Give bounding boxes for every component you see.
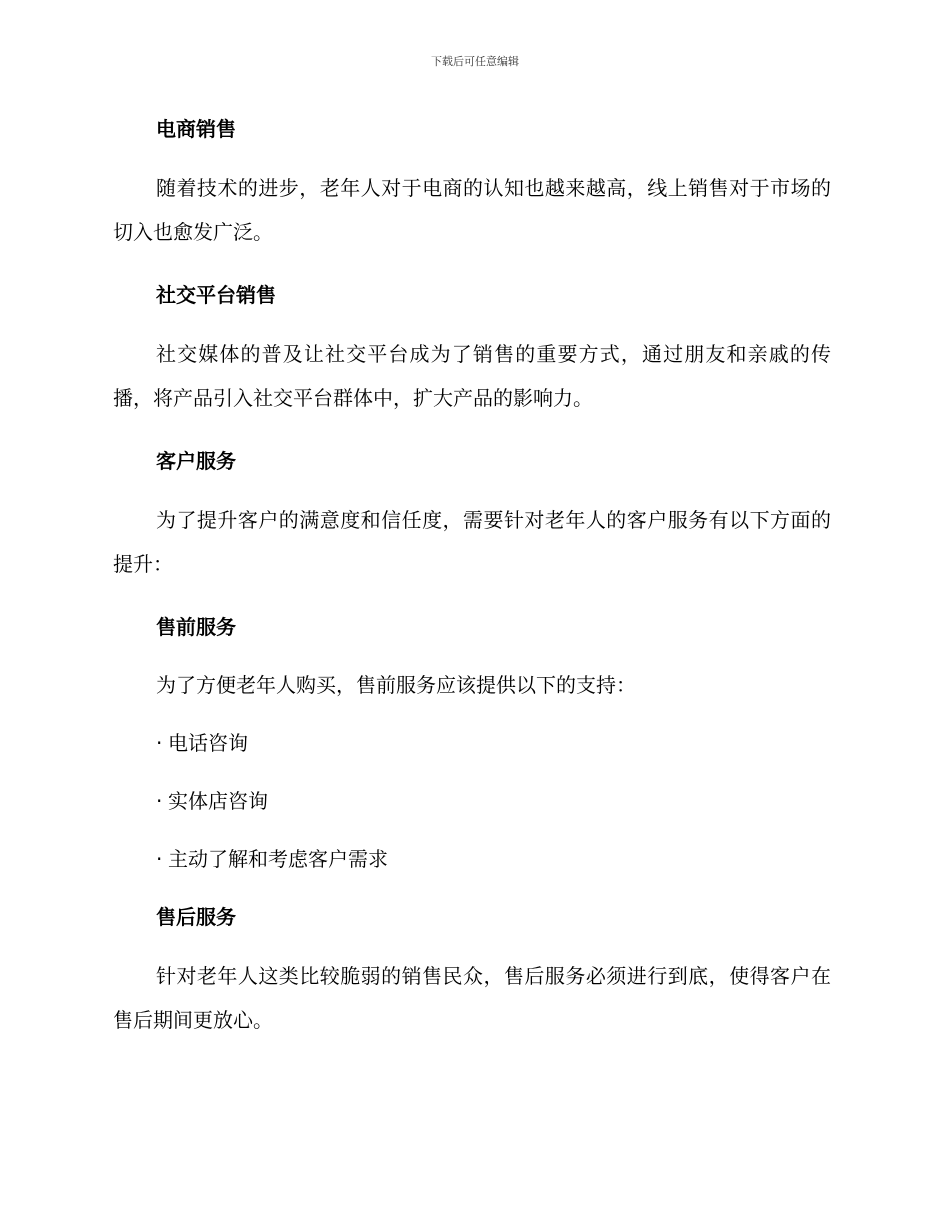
- list-item-text: 主动了解和考虑客户需求: [168, 847, 388, 871]
- list-item: [113, 726, 831, 760]
- section-paragraph-ecommerce: 随着技术的进步，老年人对于电商的认知也越来越高，线上销售对于市场的切入也愈发广泛。: [113, 176, 831, 244]
- section-heading-customer-service: 客户服务: [156, 449, 236, 473]
- section-paragraph-aftersale: 针对老年人这类比较脆弱的销售民众，售后服务必须进行到底，使得客户在售后期间更放心。: [113, 964, 831, 1032]
- bullet-dot: ·: [156, 789, 163, 813]
- list-item-text: 实体店咨询: [168, 789, 268, 813]
- bullet-dot: ·: [156, 731, 163, 755]
- section-heading-aftersale: 售后服务: [156, 905, 236, 929]
- list-item: [113, 842, 831, 876]
- section-paragraph-presale: 为了方便老年人购买，售前服务应该提供以下的支持：: [156, 673, 636, 697]
- section-heading-presale: 售前服务: [156, 615, 236, 639]
- list-item: [113, 784, 831, 818]
- section-heading-ecommerce: 电商销售: [156, 117, 236, 141]
- section-paragraph-social: 社交媒体的普及让社交平台成为了销售的重要方式，通过朋友和亲戚的传播，将产品引入社交平台群体中，扩大产品的影响力。: [113, 342, 831, 410]
- document-body: [113, 112, 831, 1066]
- header-note: 下载后可任意编辑: [431, 55, 519, 68]
- section-heading-social: 社交平台销售: [156, 283, 276, 307]
- list-item-text: 电话咨询: [168, 731, 248, 755]
- section-paragraph-customer-service: 为了提升客户的满意度和信任度，需要针对老年人的客户服务有以下方面的提升：: [113, 508, 831, 576]
- bullet-dot: ·: [156, 847, 163, 871]
